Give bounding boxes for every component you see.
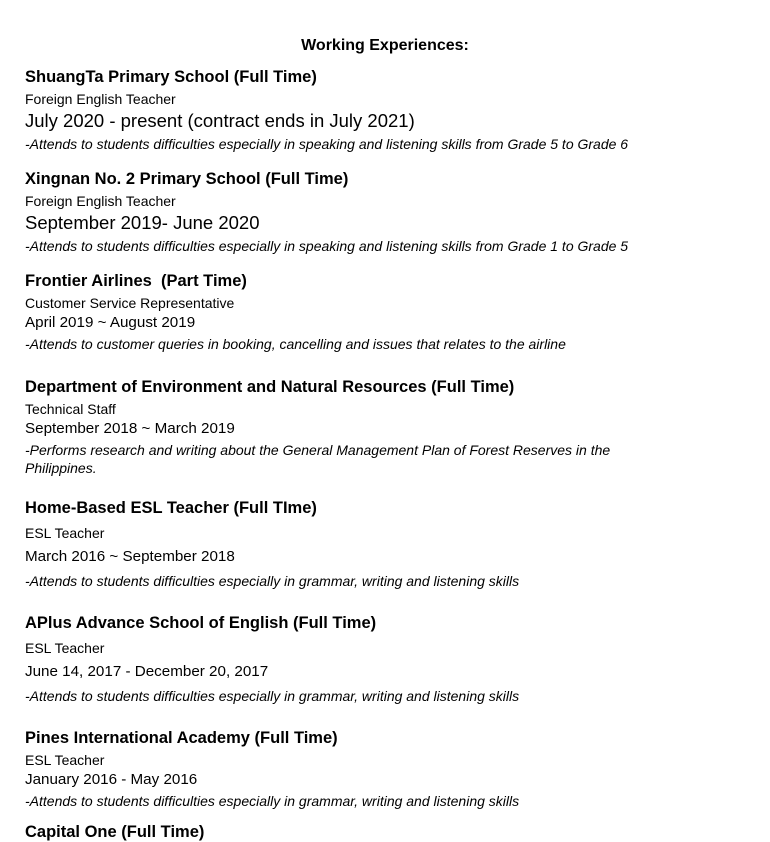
job-role: Foreign English Teacher [25, 91, 176, 107]
experience-entry [25, 823, 745, 842]
job-role: Foreign English Teacher [25, 193, 176, 209]
company-name: Frontier Airlines (Part Time) [25, 272, 247, 290]
experience-entry [25, 614, 745, 705]
employment-period: January 2016 - May 2016 [25, 771, 198, 788]
job-description: -Attends to students difficulties especially in grammar, writing and listening skills [25, 573, 520, 589]
employment-period: June 14, 2017 - December 20, 2017 [25, 663, 269, 680]
job-description: -Attends to students difficulties especially in grammar, writing and listening skills [25, 793, 520, 809]
company-name: Xingnan No. 2 Primary School (Full Time) [25, 170, 349, 188]
company-name: ShuangTa Primary School (Full Time) [25, 68, 317, 86]
employment-period: September 2018 ~ March 2019 [25, 420, 235, 437]
experience-entry [25, 729, 745, 810]
job-role: ESL Teacher [25, 525, 105, 541]
company-name: APlus Advance School of English (Full Time) [25, 614, 377, 632]
job-description: -Attends to students difficulties especially in speaking and listening skills from Grade 5 to Grade 6 [25, 136, 629, 152]
job-description: -Performs research and writing about the General Management Plan of Forest Reserves in the Philippines. [25, 442, 611, 476]
company-name: Capital One (Full Time) [25, 823, 205, 841]
job-description: -Attends to students difficulties especially in speaking and listening skills from Grade 1 to Grade 5 [25, 238, 629, 254]
experience-entry [25, 499, 745, 590]
job-role: ESL Teacher [25, 640, 105, 656]
job-role: ESL Teacher [25, 752, 105, 768]
job-role: Technical Staff [25, 401, 116, 417]
section-title: Working Experiences: [301, 37, 469, 54]
experience-entry [25, 272, 745, 353]
experience-entry [25, 378, 745, 477]
employment-period: March 2016 ~ September 2018 [25, 548, 235, 565]
employment-period: July 2020 - present (contract ends in July 2021) [25, 110, 415, 131]
company-name: Pines International Academy (Full Time) [25, 729, 338, 747]
job-description: -Attends to customer queries in booking, cancelling and issues that relates to the airline [25, 336, 566, 352]
company-name: Department of Environment and Natural Resources (Full Time) [25, 378, 515, 396]
employment-period: April 2019 ~ August 2019 [25, 314, 196, 331]
job-description: -Attends to students difficulties especially in grammar, writing and listening skills [25, 688, 520, 704]
company-name: Home-Based ESL Teacher (Full TIme) [25, 499, 317, 517]
job-role: Customer Service Representative [25, 295, 235, 311]
experience-entry [25, 170, 745, 255]
employment-period: September 2019- June 2020 [25, 212, 260, 233]
experience-entry [25, 68, 745, 153]
